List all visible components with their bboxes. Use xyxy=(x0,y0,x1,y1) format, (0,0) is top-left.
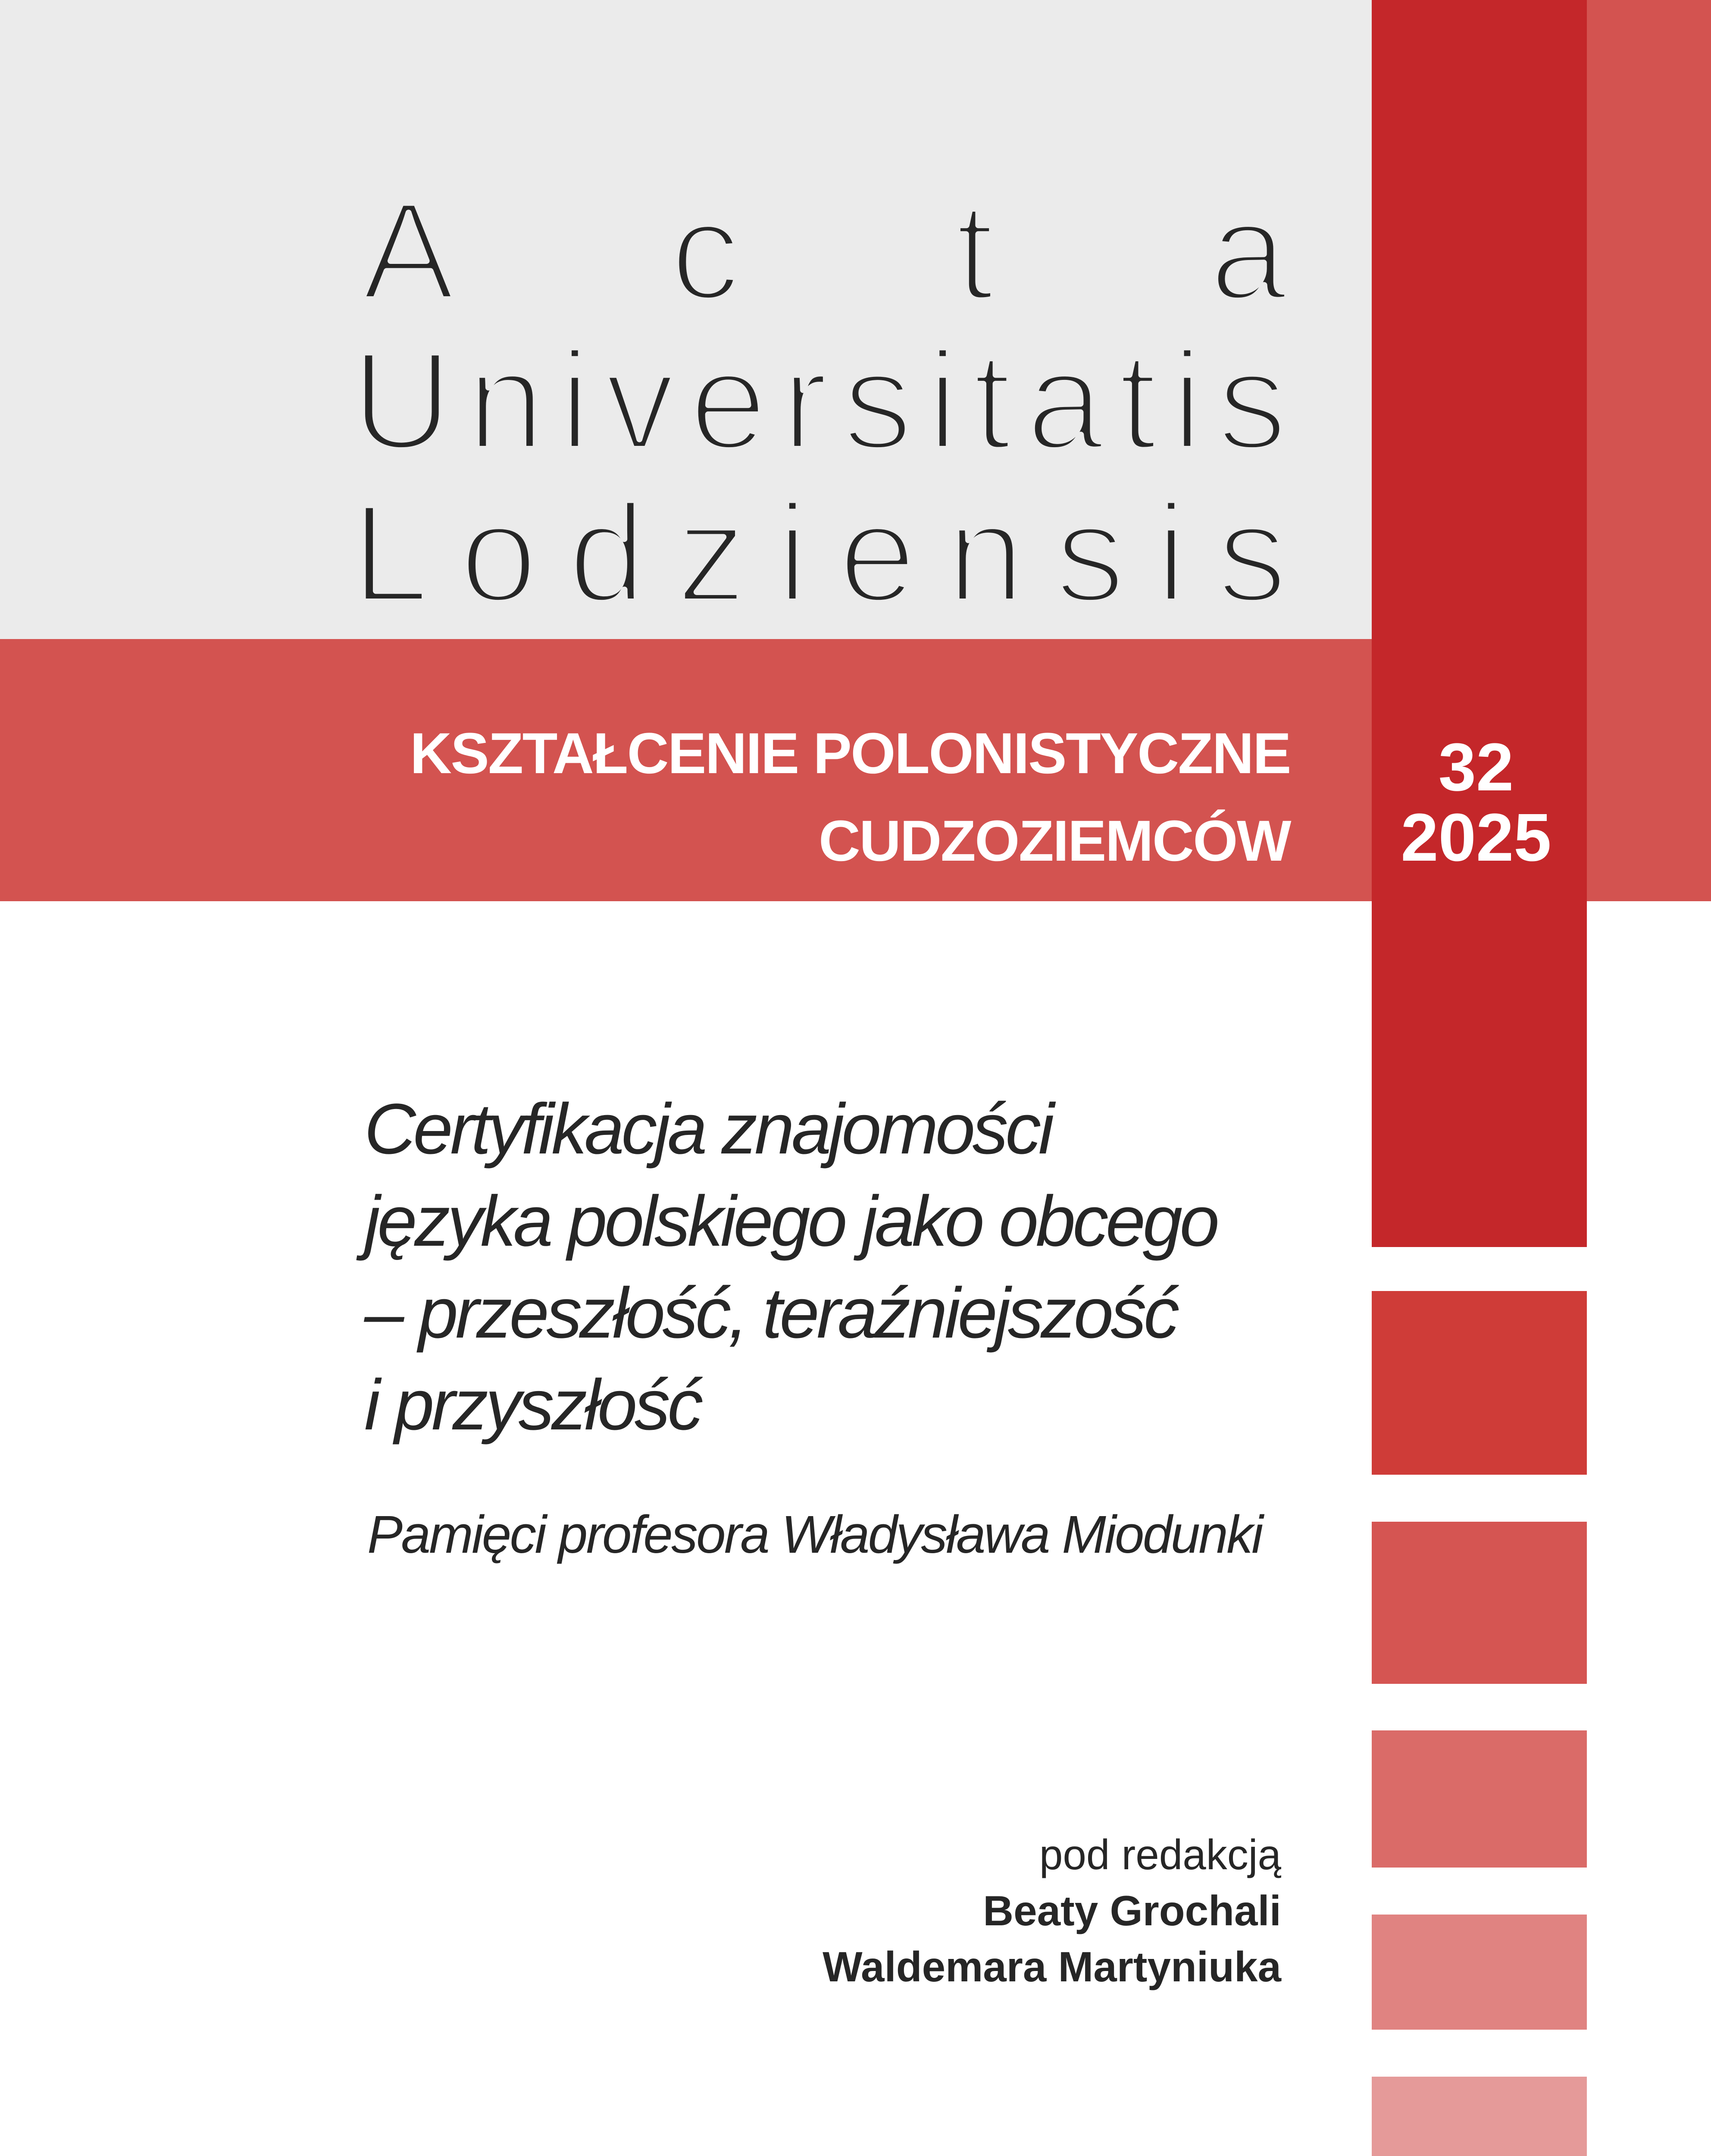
volume-title-line: – przeszłość, teraźniejszość xyxy=(364,1273,1177,1353)
editors-label: pod redakcją xyxy=(1039,1831,1281,1878)
fading-bar xyxy=(1372,1522,1587,1684)
fading-bar xyxy=(1372,1730,1587,1868)
number-column xyxy=(1372,0,1587,1247)
fading-bar xyxy=(1372,1291,1587,1475)
issue-number: 32 xyxy=(1438,730,1514,805)
journal-title-line: Universitatis xyxy=(351,322,1287,479)
series-name-line: KSZTAŁCENIE POLONISTYCZNE xyxy=(410,721,1290,786)
fading-bar xyxy=(1372,2077,1587,2156)
volume-title-line: języka polskiego jako obcego xyxy=(364,1181,1217,1261)
volume-title-line: Certyfikacja znajomości xyxy=(364,1089,1052,1169)
volume-title-line: i przyszłość xyxy=(364,1365,701,1445)
journal-title-line: Acta xyxy=(362,172,1287,329)
dedication: Pamięci profesora Władysława Miodunki xyxy=(367,1505,1262,1564)
issue-year: 2025 xyxy=(1401,800,1551,875)
right-edge-strip xyxy=(1587,0,1711,901)
journal-title-line: Lodziensis xyxy=(351,475,1287,631)
fading-bar xyxy=(1372,1915,1587,2030)
editor-name: Beaty Grochali xyxy=(983,1887,1281,1934)
series-name-line: CUDZOZIEMCÓW xyxy=(819,809,1290,873)
editor-name: Waldemara Martyniuka xyxy=(823,1943,1281,1990)
